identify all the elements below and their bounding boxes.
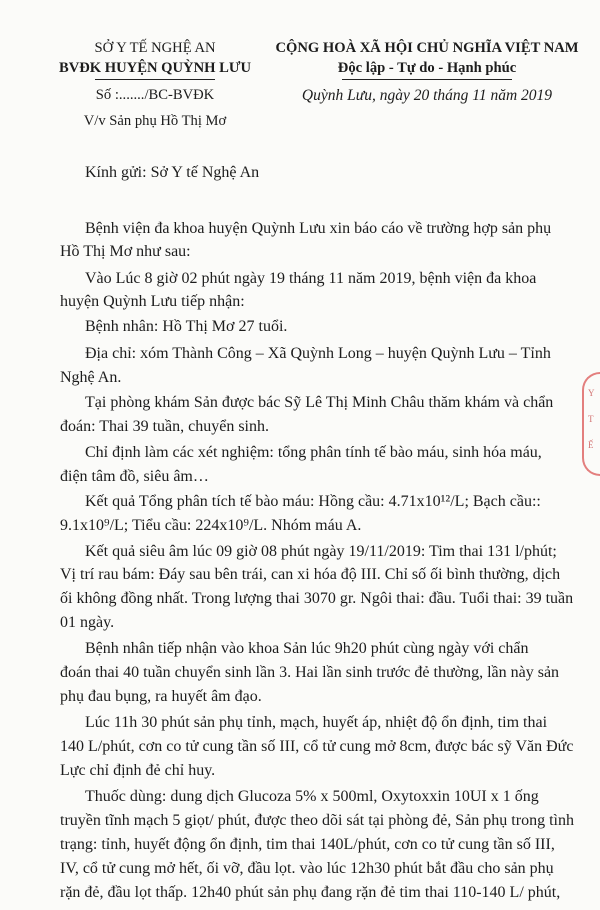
body-line: Vị trí rau bám: Đáy sau bên trái, can xi hóa độ III. Chỉ số ối bình thường, dịch	[60, 566, 561, 583]
body-line: ối không đồng nhất. Trong lượng thai 3070 gr. Ngôi thai: đầu. Tuổi thai: 39 tuần	[60, 590, 574, 607]
header-rule-left	[95, 79, 215, 80]
body-line: Tại phòng khám Sản được bác Sỹ Lê Thị Minh Châu thăm khám và chẩn	[85, 394, 554, 411]
body-line: Thuốc dùng: dung dịch Glucoza 5% x 500ml, Oxytoxxin 10UI x 1 ống	[85, 788, 539, 805]
body-line: 9.1x10⁹/L; Tiểu cầu: 224x10⁹/L. Nhóm máu A.	[60, 517, 362, 534]
body-line: phụ đau bụng, ra huyết âm đạo.	[60, 688, 262, 705]
body-line: rặn đẻ, đầu lọt thấp. 12h40 phút sản phụ đang rặn đẻ tim thai 110-140 L/ phút,	[60, 884, 561, 901]
header-rule-right	[342, 79, 512, 80]
body-line: Hồ Thị Mơ như sau:	[60, 243, 191, 260]
body-line: Bệnh nhân: Hồ Thị Mơ 27 tuổi.	[85, 318, 288, 335]
body-line: Lúc 11h 30 phút sản phụ tỉnh, mạch, huyết áp, nhiệt độ ổn định, tim thai	[85, 714, 548, 731]
body-line: đoán thai 40 tuần chuyển sinh lần 3. Hai lần sinh trước đẻ thường, lần này sản	[60, 664, 560, 681]
nation-header	[262, 38, 592, 106]
body-line: IV, cổ tử cung mở hết, ối vỡ, đầu lọt. vào lúc 12h30 phút bắt đầu cho sản phụ	[60, 860, 554, 877]
body-line: 01 ngày.	[60, 614, 115, 631]
body-line: huyện Quỳnh Lưu tiếp nhận:	[60, 293, 245, 310]
body-line: trạng: tỉnh, huyết động ổn định, tim thai 140L/phút, cơn co tử cung tần số III,	[60, 836, 555, 853]
body-line: Bệnh viện đa khoa huyện Quỳnh Lưu xin báo cáo về trường hợp sản phụ	[85, 220, 552, 237]
document-subject: V/v Sản phụ Hồ Thị Mơ	[83, 113, 227, 129]
body-line: Lực chỉ định đẻ chỉ huy.	[60, 762, 216, 779]
place-date: Quỳnh Lưu, ngày 20 tháng 11 năm 2019	[301, 87, 553, 104]
body-line: truyền tĩnh mạch 5 giọt/ phút, được theo dõi sát tại phòng đẻ, Sản phụ trong tình	[60, 812, 574, 829]
body-line: đoán: Thai 39 tuần, chuyển sinh.	[60, 418, 269, 435]
greeting: Kính gửi: Sở Y tế Nghệ An	[85, 164, 260, 181]
body-line: Kết quả Tổng phân tích tế bào máu: Hồng cầu: 4.71x10¹²/L; Bạch cầu::	[85, 493, 541, 510]
hospital-name: BVĐK HUYỆN QUỲNH LƯU	[58, 60, 252, 76]
body-line: điện tâm đồ, siêu âm…	[60, 468, 209, 485]
body-line: Vào Lúc 8 giờ 02 phút ngày 19 tháng 11 năm 2019, bệnh viện đa khoa	[85, 270, 537, 287]
body-line: 140 L/phút, cơn co tử cung tần số III, cổ tử cung mở 8cm, được bác sỹ Văn Đức	[60, 738, 574, 755]
document-number: Số :......./BC-BVĐK	[95, 87, 215, 103]
ministry-name: SỞ Y TẾ NGHỆ AN	[94, 40, 216, 56]
body-line: Bệnh nhân tiếp nhận vào khoa Sản lúc 9h20 phút cùng ngày với chẩn	[85, 640, 529, 657]
nation-title: CỘNG HOÀ XÃ HỘI CHỦ NGHĨA VIỆT NAM	[275, 40, 579, 56]
body-line: Kết quả siêu âm lúc 09 giờ 08 phút ngày 19/11/2019: Tim thai 131 l/phút;	[85, 543, 557, 560]
body-line: Nghệ An.	[60, 369, 122, 386]
sender-header	[46, 38, 264, 131]
body-line: Chỉ định làm các xét nghiệm: tổng phân tính tế bào máu, sinh hóa máu,	[85, 444, 542, 461]
body-line: Địa chỉ: xóm Thành Công – Xã Quỳnh Long – huyện Quỳnh Lưu – Tỉnh	[85, 345, 551, 362]
motto: Độc lập - Tự do - Hạnh phúc	[337, 60, 517, 76]
stamp-fragment: Y T Ế	[582, 372, 600, 476]
